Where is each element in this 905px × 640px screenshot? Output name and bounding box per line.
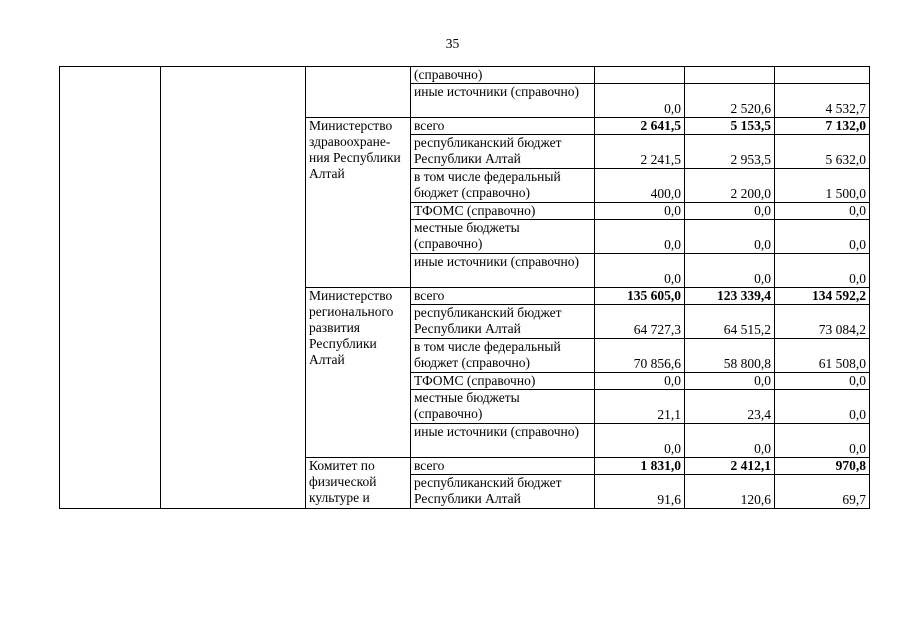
- agency-name-cell: Комитет по физической культуре и: [306, 458, 411, 509]
- blank-cell-2: [161, 67, 306, 509]
- value-cell: 64 515,2: [685, 305, 775, 339]
- value-cell: [595, 67, 685, 84]
- value-cell: 5 632,0: [775, 135, 870, 169]
- value-cell: 91,6: [595, 475, 685, 509]
- source-cell: республиканский бюджет Республики Алтай: [411, 475, 595, 509]
- value-cell: 0,0: [595, 254, 685, 288]
- value-cell: 120,6: [685, 475, 775, 509]
- source-cell: в том числе федеральный бюджет (справочно): [411, 169, 595, 203]
- value-cell: 2 953,5: [685, 135, 775, 169]
- budget-table: [59, 66, 870, 509]
- value-cell: 0,0: [775, 203, 870, 220]
- source-cell: ТФОМС (справочно): [411, 373, 595, 390]
- value-cell: 7 132,0: [775, 118, 870, 135]
- source-cell: всего: [411, 288, 595, 305]
- source-cell: всего: [411, 458, 595, 475]
- value-cell: 0,0: [595, 203, 685, 220]
- value-cell: 2 200,0: [685, 169, 775, 203]
- value-cell: 73 084,2: [775, 305, 870, 339]
- value-cell: 1 831,0: [595, 458, 685, 475]
- value-cell: 1 500,0: [775, 169, 870, 203]
- value-cell: 0,0: [775, 254, 870, 288]
- value-cell: 123 339,4: [685, 288, 775, 305]
- page-number: 35: [445, 36, 460, 51]
- value-cell: 970,8: [775, 458, 870, 475]
- value-cell: 0,0: [595, 373, 685, 390]
- agency-name-cell: Министерство регионального развития Республики Алтай: [306, 288, 411, 458]
- value-cell: 2 241,5: [595, 135, 685, 169]
- value-cell: 5 153,5: [685, 118, 775, 135]
- value-cell: 64 727,3: [595, 305, 685, 339]
- value-cell: 69,7: [775, 475, 870, 509]
- value-cell: 70 856,6: [595, 339, 685, 373]
- blank-agency-cell: [306, 67, 411, 118]
- value-cell: 0,0: [775, 373, 870, 390]
- value-cell: 0,0: [685, 220, 775, 254]
- value-cell: 2 641,5: [595, 118, 685, 135]
- value-cell: 0,0: [595, 220, 685, 254]
- value-cell: 0,0: [595, 424, 685, 458]
- source-cell: местные бюджеты (справочно): [411, 390, 595, 424]
- source-cell: в том числе федеральный бюджет (справочно): [411, 339, 595, 373]
- agency-name-cell: Министерство здравоохране-ния Республики Алтай: [306, 118, 411, 288]
- value-cell: [775, 67, 870, 84]
- source-cell: иные источники (справочно): [411, 254, 595, 288]
- value-cell: 134 592,2: [775, 288, 870, 305]
- value-cell: 0,0: [595, 84, 685, 118]
- value-cell: 400,0: [595, 169, 685, 203]
- source-cell: иные источники (справочно): [411, 424, 595, 458]
- value-cell: 0,0: [775, 390, 870, 424]
- value-cell: 21,1: [595, 390, 685, 424]
- value-cell: 0,0: [685, 373, 775, 390]
- value-cell: 58 800,8: [685, 339, 775, 373]
- source-cell: (справочно): [411, 67, 595, 84]
- value-cell: 23,4: [685, 390, 775, 424]
- source-cell: иные источники (справочно): [411, 84, 595, 118]
- value-cell: 61 508,0: [775, 339, 870, 373]
- value-cell: 4 532,7: [775, 84, 870, 118]
- source-cell: всего: [411, 118, 595, 135]
- value-cell: 0,0: [775, 424, 870, 458]
- value-cell: 135 605,0: [595, 288, 685, 305]
- value-cell: 2 520,6: [685, 84, 775, 118]
- value-cell: 2 412,1: [685, 458, 775, 475]
- blank-cell-1: [60, 67, 161, 509]
- value-cell: [685, 67, 775, 84]
- source-cell: ТФОМС (справочно): [411, 203, 595, 220]
- table-row: [60, 67, 870, 84]
- value-cell: 0,0: [685, 203, 775, 220]
- value-cell: 0,0: [685, 254, 775, 288]
- source-cell: республиканский бюджет Республики Алтай: [411, 305, 595, 339]
- source-cell: республиканский бюджет Республики Алтай: [411, 135, 595, 169]
- value-cell: 0,0: [775, 220, 870, 254]
- value-cell: 0,0: [685, 424, 775, 458]
- source-cell: местные бюджеты (справочно): [411, 220, 595, 254]
